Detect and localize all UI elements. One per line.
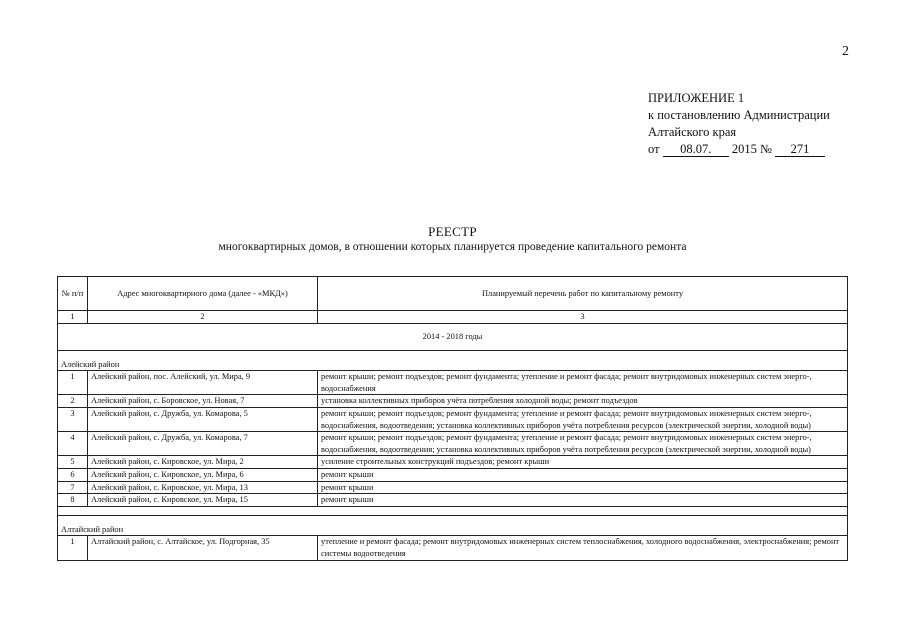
table-row	[58, 407, 848, 431]
number-sign: №	[759, 142, 772, 156]
row-address: Алейский район, с. Кировское, ул. Мира, 2	[88, 456, 318, 469]
period-label: 2014 - 2018 годы	[58, 323, 848, 350]
appendix-title: ПРИЛОЖЕНИЕ 1	[648, 91, 745, 105]
district-name: Алейский район	[58, 350, 848, 371]
row-works: ремонт крыши	[318, 494, 848, 507]
date-prefix: от	[648, 142, 660, 156]
header-works: Планируемый перечень работ по капитальному ремонту	[318, 277, 848, 311]
table-row	[58, 468, 848, 481]
row-number: 4	[58, 432, 88, 456]
table-body	[58, 323, 848, 560]
row-address: Алейский район, с. Боровское, ул. Новая, 7	[88, 395, 318, 408]
row-number: 7	[58, 481, 88, 494]
year: 2015	[731, 142, 757, 156]
spacer-cell	[58, 506, 848, 515]
row-address: Алейский район, с. Кировское, ул. Мира, 6	[88, 468, 318, 481]
number-value: 271	[775, 143, 825, 157]
row-address: Алейский район, с. Кировское, ул. Мира, 15	[88, 494, 318, 507]
table-row	[58, 481, 848, 494]
appendix-date-line	[648, 141, 830, 158]
page-number: 2	[842, 44, 849, 59]
period-row	[58, 323, 848, 350]
row-works: ремонт крыши; ремонт подъездов; ремонт фундамента; утепление и ремонт фасада; ремонт внутридомовых инженерных систем энерго-, водоснабжения, водоотведения; установка коллективных приборов учёта потребления ресурсов (электрической энергии, холодной воды)	[318, 407, 848, 431]
table-row	[58, 395, 848, 408]
document-subtitle: многоквартирных домов, в отношении которых планируется проведение капитального ремонта	[218, 241, 687, 253]
col-number: 2	[88, 311, 318, 324]
district-row	[58, 350, 848, 371]
row-number: 2	[58, 395, 88, 408]
row-works: установка коллективных приборов учёта потребления холодной воды; ремонт подъездов	[318, 395, 848, 408]
row-address: Алейский район, пос. Алейский, ул. Мира, 9	[88, 371, 318, 395]
header-num: № п/п	[58, 277, 88, 311]
row-number: 1	[58, 536, 88, 560]
table-row	[58, 371, 848, 395]
row-address: Алейский район, с. Дружба, ул. Комарова, 5	[88, 407, 318, 431]
table-row	[58, 456, 848, 469]
row-works: ремонт крыши	[318, 468, 848, 481]
district-name: Алтайский район	[58, 515, 848, 536]
row-address: Алтайский район, с. Алтайское, ул. Подгорная, 35	[88, 536, 318, 560]
row-address: Алейский район, с. Дружба, ул. Комарова, 7	[88, 432, 318, 456]
row-number: 8	[58, 494, 88, 507]
row-works: усиление строительных конструкций подъездов; ремонт крыши	[318, 456, 848, 469]
row-works: утепление и ремонт фасада; ремонт внутридомовых инженерных систем теплоснабжения, холодного водоснабжения, электроснабжения; ремонт системы водоотведения	[318, 536, 848, 560]
registry-table	[57, 276, 848, 561]
col-number: 3	[318, 311, 848, 324]
row-address: Алейский район, с. Кировское, ул. Мира, 13	[88, 481, 318, 494]
row-number: 5	[58, 456, 88, 469]
appendix-line-2: к постановлению Администрации	[648, 108, 830, 122]
header-row	[58, 277, 848, 311]
row-works: ремонт крыши	[318, 481, 848, 494]
spacer-row	[58, 506, 848, 515]
table-row	[58, 494, 848, 507]
column-numbers-row	[58, 311, 848, 324]
row-number: 1	[58, 371, 88, 395]
header-address: Адрес многоквартирного дома (далее - «МКД»)	[88, 277, 318, 311]
row-works: ремонт крыши; ремонт подъездов; ремонт фундамента; утепление и ремонт фасада; ремонт внутридомовых инженерных систем энерго-, водоснабжения	[318, 371, 848, 395]
date-value: 08.07.	[663, 143, 729, 157]
row-number: 6	[58, 468, 88, 481]
row-number: 3	[58, 407, 88, 431]
table-row	[58, 432, 848, 456]
document-title: РЕЕСТР	[428, 224, 477, 239]
col-number: 1	[58, 311, 88, 324]
row-works: ремонт крыши; ремонт подъездов; ремонт фундамента; утепление и ремонт фасада; ремонт внутридомовых инженерных систем энерго-, водоснабжения, водоотведения; установка коллективных приборов учёта потребления ресурсов (электрической энергии, холодной воды)	[318, 432, 848, 456]
appendix-line-3: Алтайского края	[648, 125, 737, 139]
appendix-block	[648, 90, 830, 158]
district-row	[58, 515, 848, 536]
table-row	[58, 536, 848, 560]
